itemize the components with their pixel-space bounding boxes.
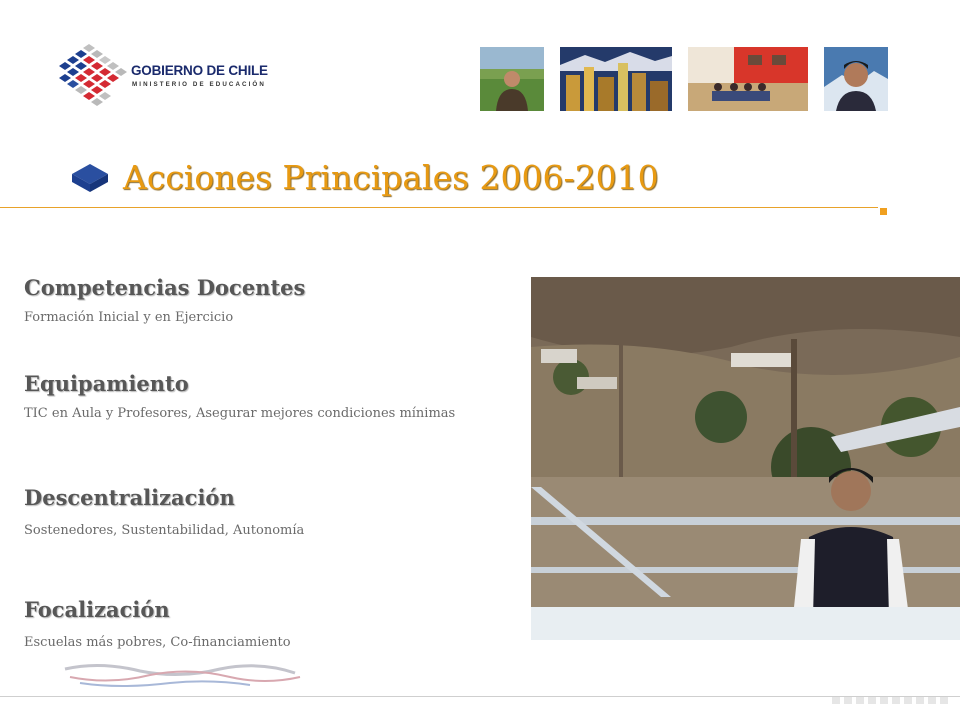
footer-dot bbox=[928, 697, 936, 704]
blue-diamond-icon bbox=[72, 164, 108, 192]
footer-divider bbox=[0, 696, 960, 697]
logo-title: GOBIERNO DE CHILE bbox=[131, 63, 268, 78]
section-descentralizacion bbox=[24, 485, 304, 538]
section-competencias-docentes bbox=[24, 275, 305, 325]
section-heading: Competencias Docentes bbox=[24, 275, 306, 300]
city-night-photo bbox=[560, 47, 672, 111]
section-detail: Sostenedores, Sustentabilidad, Autonomía bbox=[24, 523, 305, 538]
students-at-school-photo bbox=[688, 47, 808, 111]
section-equipamiento bbox=[24, 371, 455, 421]
page-title: Acciones Principales 2006-2010 bbox=[123, 158, 659, 197]
schoolgirl-photo bbox=[531, 277, 960, 640]
section-detail: TIC en Aula y Profesores, Asegurar mejores condiciones mínimas bbox=[24, 406, 456, 421]
section-heading: Descentralización bbox=[24, 485, 235, 510]
footer-dot bbox=[832, 697, 840, 704]
decorative-pattern-icon bbox=[60, 655, 320, 695]
section-detail: Escuelas más pobres, Co-financiamiento bbox=[24, 635, 291, 650]
cube-mosaic-icon bbox=[55, 42, 127, 108]
gobierno-de-chile-logo bbox=[55, 42, 285, 108]
footer-dot bbox=[856, 697, 864, 704]
footer-dot bbox=[940, 697, 948, 704]
section-detail: Formación Inicial y en Ejercicio bbox=[24, 310, 234, 325]
title-divider bbox=[0, 207, 878, 208]
footer-dots bbox=[832, 697, 948, 705]
section-heading: Equipamiento bbox=[24, 371, 189, 396]
footer-dot bbox=[880, 697, 888, 704]
footer-dot bbox=[892, 697, 900, 704]
footer-dot bbox=[904, 697, 912, 704]
title-accent-square bbox=[880, 208, 887, 215]
footer-dot bbox=[916, 697, 924, 704]
boy-portrait-photo bbox=[824, 47, 888, 111]
section-focalizacion bbox=[24, 597, 291, 650]
footer-dot bbox=[844, 697, 852, 704]
logo-subtitle: MINISTERIO DE EDUCACIÓN bbox=[132, 81, 266, 88]
footer-dot bbox=[868, 697, 876, 704]
man-in-field-photo bbox=[480, 47, 544, 111]
section-heading: Focalización bbox=[24, 597, 170, 622]
